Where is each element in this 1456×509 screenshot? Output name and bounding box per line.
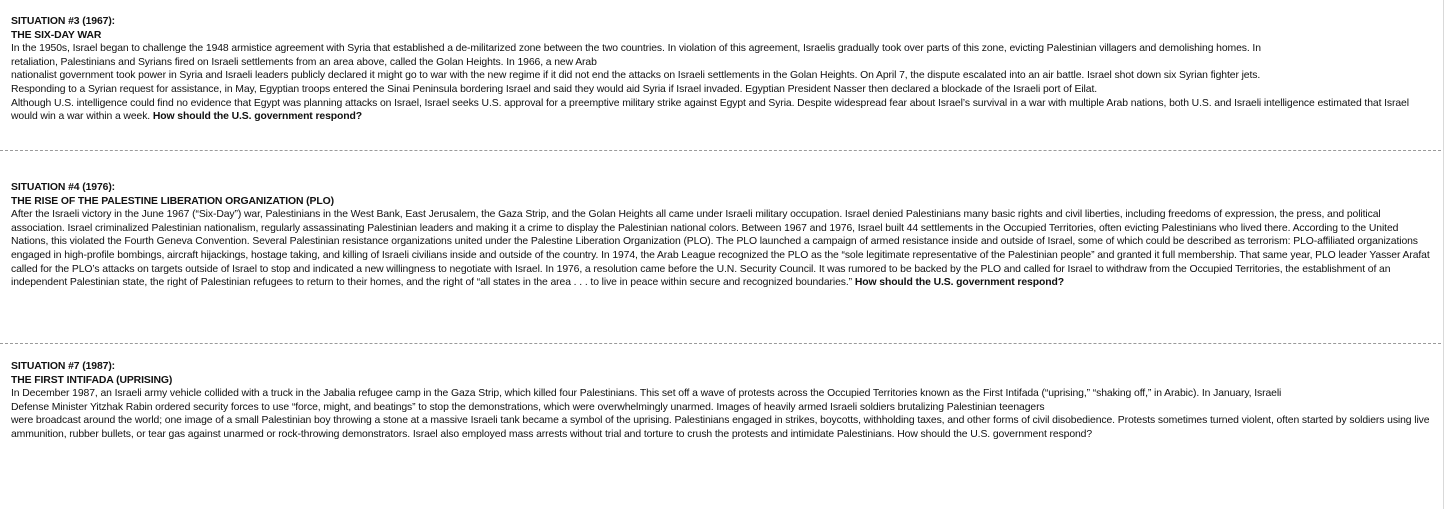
situation-3-line-4: Responding to a Syrian request for assistance, in May, Egyptian troops entered the Sinai Peninsula bordering Israel and said they would aid Syria if Israel invaded. Egyptian President Nasser then declared a blockade of the Israeli port of Eilat.: [11, 83, 1098, 95]
situation-3-section: [11, 15, 1431, 124]
situation-4-heading: SITUATION #4 (1976):: [11, 182, 116, 193]
situation-7-title: THE FIRST INTIFADA (UPRISING): [11, 374, 173, 386]
section-divider: [0, 150, 1441, 151]
situation-4-text: After the Israeli victory in the June 1967 (“Six-Day”) war, Palestinians in the West Bank, East Jerusalem, the Gaza Strip, and the Golan Heights all came under Israeli military occupation. Israel denied Palestinians many basic rights and civil liberties, including freedoms of expression, the press, and political association. Israel criminalized Palestinian nationalism, regularly assassinating Palestinian leaders and making it a crime to display the Palestinian national colors. Between 1967 and 1976, Israel built 44 settlements in the Occupied Territories, often evicting Palestinians who lived there. According to the United Nations, this violated the Fourth Geneva Convention. Several Palestinian resistance organizations united under the Palestine Liberation Organization (PLO). The PLO launched a campaign of armed resistance inside and outside of Israel, some of which could be described as terrorism: PLO-affiliated organizations engaged in high-profile bombings, aircraft hijackings, hostage taking, and killing of Israeli civilians inside and outside of the country. In 1974, the Arab League recognized the PLO as the “sole legitimate representative of the Palestinian people” and granted it full membership. That same year, PLO leader Yasser Arafat called for the PLO’s attacks on targets outside of Israel to stop and indicated a new willingness to negotiate with Israel. In 1976, a resolution came before the U.N. Security Council. It was rumored to be backed by the PLO and called for Israel to withdraw from the Occupied Territories, the establishment of an independent Palestinian state, the right of Palestinian refugees to return to their homes, and the right of “all states in the area . . . to live in peace within secure and recognized boundaries.”: [11, 209, 1430, 289]
situation-3-line-3: nationalist government took power in Syria and Israeli leaders publicly declared it might go to war with the new regime if it did not end the attacks on Israeli settlements in the Golan Heights. On April 7, the dispute escalated into an air battle. Israel shot down six Syrian fighter jets.: [11, 70, 1261, 82]
page-edge-rule: [1443, 0, 1444, 509]
situation-3-heading: SITUATION #3 (1967):: [11, 16, 116, 27]
situation-3-question: How should the U.S. government respond?: [152, 111, 362, 123]
situation-4-section: [11, 181, 1431, 290]
situation-7-line-1: In December 1987, an Israeli army vehicle collided with a truck in the Jabalia refugee camp in the Gaza Strip, which killed four Palestinians. This set off a wave of protests across the Occupied Territories known as the First Intifada (“uprising,” “shaking off,” in Arabic). In January, Israeli: [11, 388, 1282, 400]
situation-3-final-paragraph: [11, 97, 1431, 124]
situation-7-heading: SITUATION #7 (1987):: [11, 361, 116, 372]
situation-4-question: How should the U.S. government respond?: [854, 277, 1064, 289]
situation-3-title: THE SIX-DAY WAR: [11, 29, 102, 41]
situation-7-section: [11, 360, 1431, 442]
situation-7-final-paragraph: were broadcast around the world; one image of a small Palestinian boy throwing a stone at a massive Israeli tank became a symbol of the uprising. Palestinians engaged in strikes, boycotts, withholding taxes, and other forms of civil disobedience. Protests sometimes turned violent, often started by soldiers using live ammunition, rubber bullets, or tear gas against unarmed or rock-throwing demonstrators. Israel also employed mass arrests without trial and torture to crush the protests and intimidate Palestinians. How should the U.S. government respond?: [11, 415, 1430, 440]
situation-3-final-text: Although U.S. intelligence could find no evidence that Egypt was planning attacks on Israel, Israel seeks U.S. approval for a preemptive military strike against Egypt and Syria. Despite widespread fear about Israel’s survival in a war with multiple Arab nations, both U.S. and Israeli intelligence estimated that Israel would win a war within a week.: [11, 97, 1409, 123]
situation-4-paragraph: [11, 208, 1431, 290]
situation-7-line-2: Defense Minister Yitzhak Rabin ordered security forces to use “force, might, and beatings” to stop the demonstrations, which were overwhelmingly unarmed. Images of heavily armed Israeli soldiers brutalizing Palestinian teenagers: [11, 401, 1045, 413]
situation-3-line-1: In the 1950s, Israel began to challenge the 1948 armistice agreement with Syria that established a de-militarized zone between the two countries. In violation of this agreement, Israelis gradually took over parts of this zone, evicting Palestinian villagers and demolishing homes. In: [11, 43, 1261, 55]
situation-4-title: THE RISE OF THE PALESTINE LIBERATION ORGANIZATION (PLO): [11, 195, 334, 207]
situation-3-line-2: retaliation, Palestinians and Syrians fired on Israeli settlements from an area above, called the Golan Heights. In 1966, a new Arab: [11, 56, 597, 68]
section-divider: [0, 343, 1441, 344]
